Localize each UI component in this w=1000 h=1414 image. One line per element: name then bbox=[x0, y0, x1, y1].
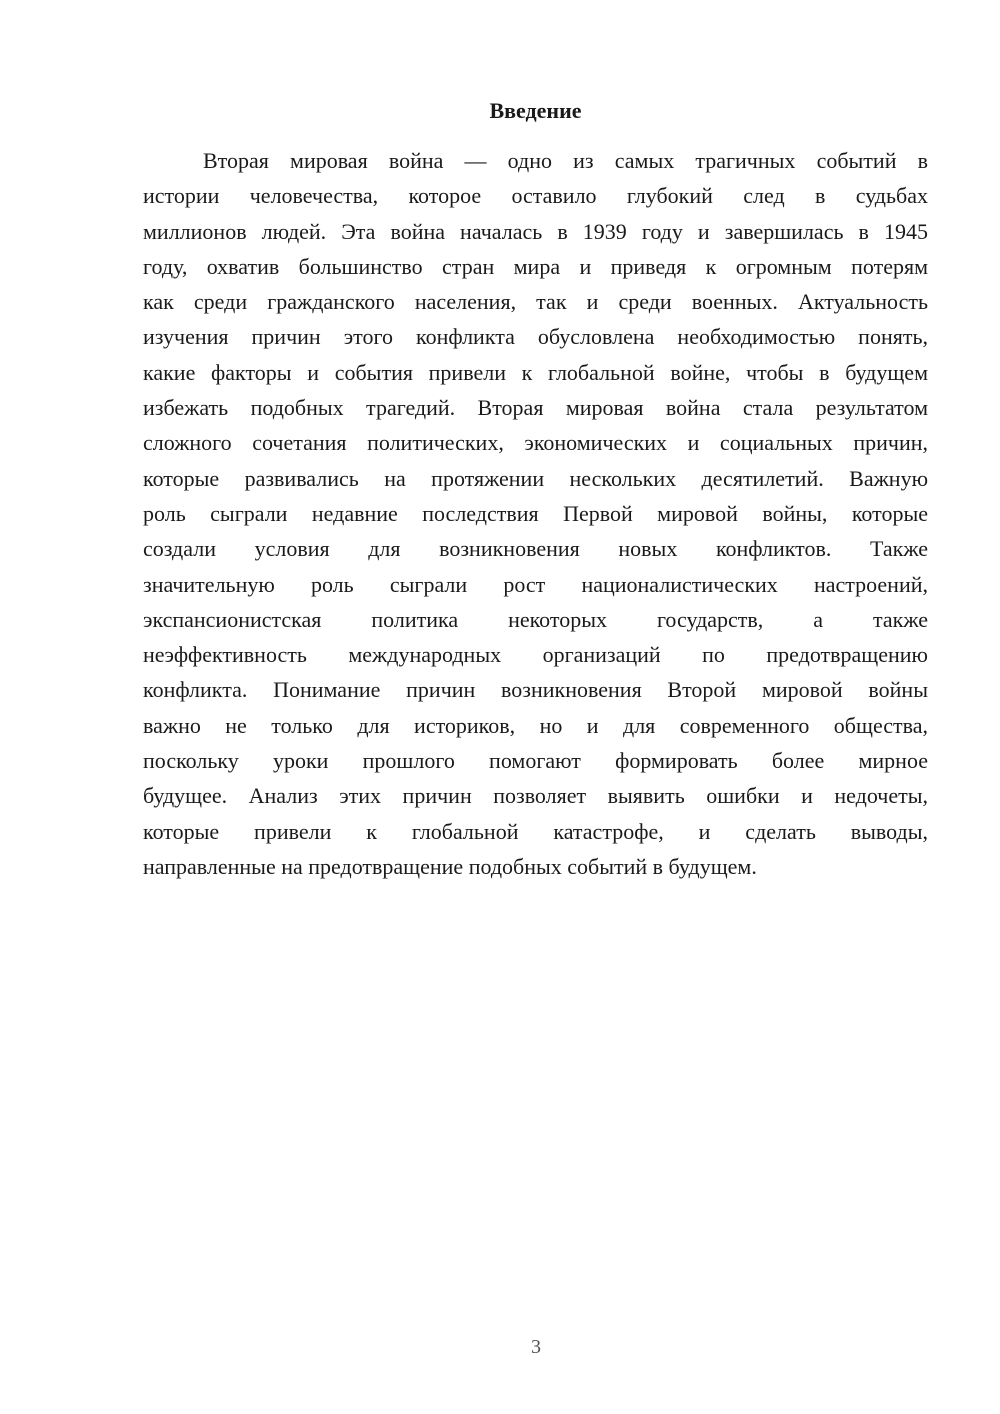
paragraph-line: будущее. Анализ этих причин позволяет выявить ошибки и недочеты, bbox=[143, 783, 928, 809]
paragraph-line: важно не только для историков, но и для современного общества, bbox=[143, 712, 928, 738]
paragraph-line: значительную роль сыграли рост националистических настроений, bbox=[143, 571, 928, 597]
paragraph-line: избежать подобных трагедий. Вторая мировая война стала результатом bbox=[143, 395, 928, 421]
paragraph-line: которые развивались на протяжении нескольких десятилетий. Важную bbox=[143, 465, 928, 491]
paragraph-line: какие факторы и события привели к глобальной войне, чтобы в будущем bbox=[143, 359, 928, 385]
page-number: 3 bbox=[531, 1336, 541, 1358]
paragraph-line: роль сыграли недавние последствия Первой мировой войны, которые bbox=[143, 500, 928, 526]
paragraph-line: конфликта. Понимание причин возникновения Второй мировой войны bbox=[143, 677, 928, 703]
paragraph-line: создали условия для возникновения новых конфликтов. Также bbox=[143, 536, 928, 562]
paragraph-line: истории человечества, которое оставило глубокий след в судьбах bbox=[143, 183, 928, 209]
paragraph-line: как среди гражданского населения, так и среди военных. Актуальность bbox=[143, 289, 928, 315]
paragraph-line: экспансионистская политика некоторых государств, а также bbox=[143, 606, 928, 632]
body-paragraph bbox=[143, 143, 928, 884]
paragraph-line: поскольку уроки прошлого помогают формировать более мирное bbox=[143, 748, 928, 774]
paragraph-line: миллионов людей. Эта война началась в 1939 году и завершилась в 1945 bbox=[143, 218, 928, 244]
paragraph-line: направленные на предотвращение подобных событий в будущем. bbox=[143, 853, 757, 879]
paragraph-line: сложного сочетания политических, экономических и социальных причин, bbox=[143, 430, 928, 456]
paragraph-line: которые привели к глобальной катастрофе, и сделать выводы, bbox=[143, 818, 928, 844]
paragraph-line: неэффективность международных организаций по предотвращению bbox=[143, 642, 928, 668]
paragraph-line: изучения причин этого конфликта обусловлена необходимостью понять, bbox=[143, 324, 928, 350]
section-heading: Введение bbox=[489, 98, 582, 123]
paragraph-line: году, охватив большинство стран мира и приведя к огромным потерям bbox=[143, 253, 928, 279]
paragraph-line: Вторая мировая война — одно из самых трагичных событий в bbox=[203, 148, 928, 173]
